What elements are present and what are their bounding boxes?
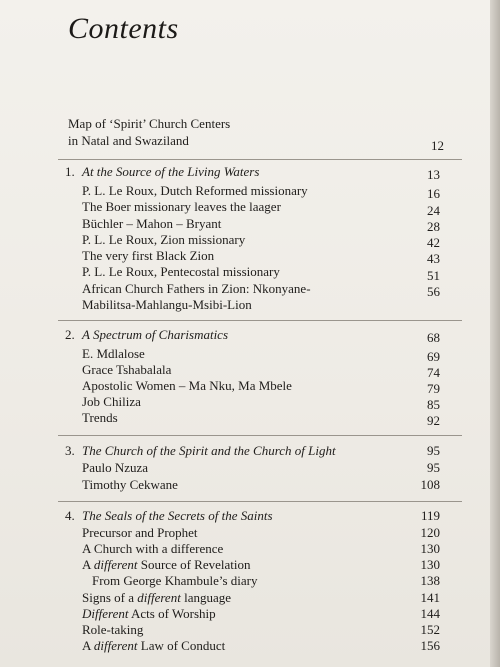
toc-entry-emphasis: different [93,638,138,653]
toc-entry-page: 28 [427,219,440,234]
toc-entry-page: 108 [420,477,440,492]
map-entry-line1: Map of ‘Spirit’ Church Centers [68,116,231,131]
chapter-page: 119 [420,508,440,523]
chapter-number: 1. [65,164,75,179]
toc-entry: Job Chiliza [82,394,141,409]
toc-entry-page: 69 [427,349,440,364]
toc-entry: Apostolic Women – Ma Nku, Ma Mbele [82,378,292,393]
chapter-number: 2. [65,327,75,342]
toc-entry: Trends [82,410,118,425]
toc-entry-page: 95 [427,460,440,475]
chapter-page: 95 [427,443,440,458]
chapter-page: 13 [427,167,440,182]
toc-entry: Precursor and Prophet [82,525,198,540]
toc-entry: African Church Fathers in Zion: Nkonyane- [82,281,311,296]
toc-entry: From George Khambule’s diary [92,573,258,588]
map-entry-page: 12 [431,138,444,153]
toc-entry-page: 144 [420,606,440,621]
toc-entry-page: 130 [420,541,440,556]
toc-entry-page: 85 [427,397,440,412]
toc-entry-emphasis: different [137,590,181,605]
chapter-title: The Church of the Spirit and the Church of Light [82,443,336,458]
toc-entry: P. L. Le Roux, Dutch Reformed missionary [82,183,308,198]
toc-entry-page: 56 [427,284,440,299]
toc-entry-page: 16 [427,186,440,201]
toc-entry-page: 130 [420,557,440,572]
chapter-divider [58,320,462,321]
toc-entry: Timothy Cekwane [82,477,178,492]
toc-entry-page: 120 [420,525,440,540]
toc-entry: The very first Black Zion [82,248,215,263]
page-title: Contents [68,12,179,45]
map-entry [68,115,230,149]
toc-entry-page: 156 [420,638,440,653]
chapter-page: 68 [427,330,440,345]
chapter-divider [58,501,462,502]
toc-entry: The Boer missionary leaves the laager [82,199,281,214]
toc-entry: E. Mdlalose [82,346,145,361]
chapter-title: At the Source of the Living Waters [82,164,260,179]
map-entry-line2: in Natal and Swaziland [68,133,189,148]
toc-entry [82,638,225,654]
toc-entry-post: Acts of Worship [128,606,216,621]
chapter-number: 4. [65,508,75,523]
toc-entry: P. L. Le Roux, Pentecostal missionary [82,264,280,279]
toc-entry-page: 92 [427,413,440,428]
chapter-number: 3. [65,443,75,458]
chapter-title: The Seals of the Secrets of the Saints [82,508,273,523]
toc-entry: P. L. Le Roux, Zion missionary [82,232,246,247]
toc-entry [82,590,231,606]
chapter-divider [58,159,462,160]
toc-entry-page: 74 [427,365,440,380]
toc-entry-page: 138 [420,573,440,588]
toc-entry-post: language [180,590,231,605]
toc-entry [82,557,251,573]
toc-entry: A Church with a difference [82,541,224,556]
toc-entry-page: 42 [427,235,440,250]
toc-entry-pre: A [82,557,94,572]
toc-entry-page: 51 [427,268,440,283]
toc-entry-post: Law of Conduct [137,638,226,653]
toc-entry-emphasis: different [93,557,138,572]
toc-entry-pre: A [82,638,94,653]
chapter-divider [58,435,462,436]
toc-entry-page: 24 [427,203,440,218]
toc-entry: Paulo Nzuza [82,460,149,475]
toc-entry: Role-taking [82,622,144,637]
toc-entry-page: 43 [427,251,440,266]
toc-entry-page: 152 [420,622,440,637]
toc-entry-emphasis: Different [82,606,129,621]
toc-entry-page: 141 [420,590,440,605]
toc-entry-post: Source of Revelation [137,557,251,572]
toc-entry-pre: Signs of a [82,590,138,605]
page-edge [490,0,500,667]
toc-entry-page: 79 [427,381,440,396]
toc-entry [82,606,216,622]
toc-entry: Grace Tshabalala [82,362,172,377]
toc-entry: Büchler – Mahon – Bryant [82,216,222,231]
toc-entry: Mabilitsa-Mahlangu-Msibi-Lion [82,297,252,312]
chapter-title: A Spectrum of Charismatics [82,327,229,342]
